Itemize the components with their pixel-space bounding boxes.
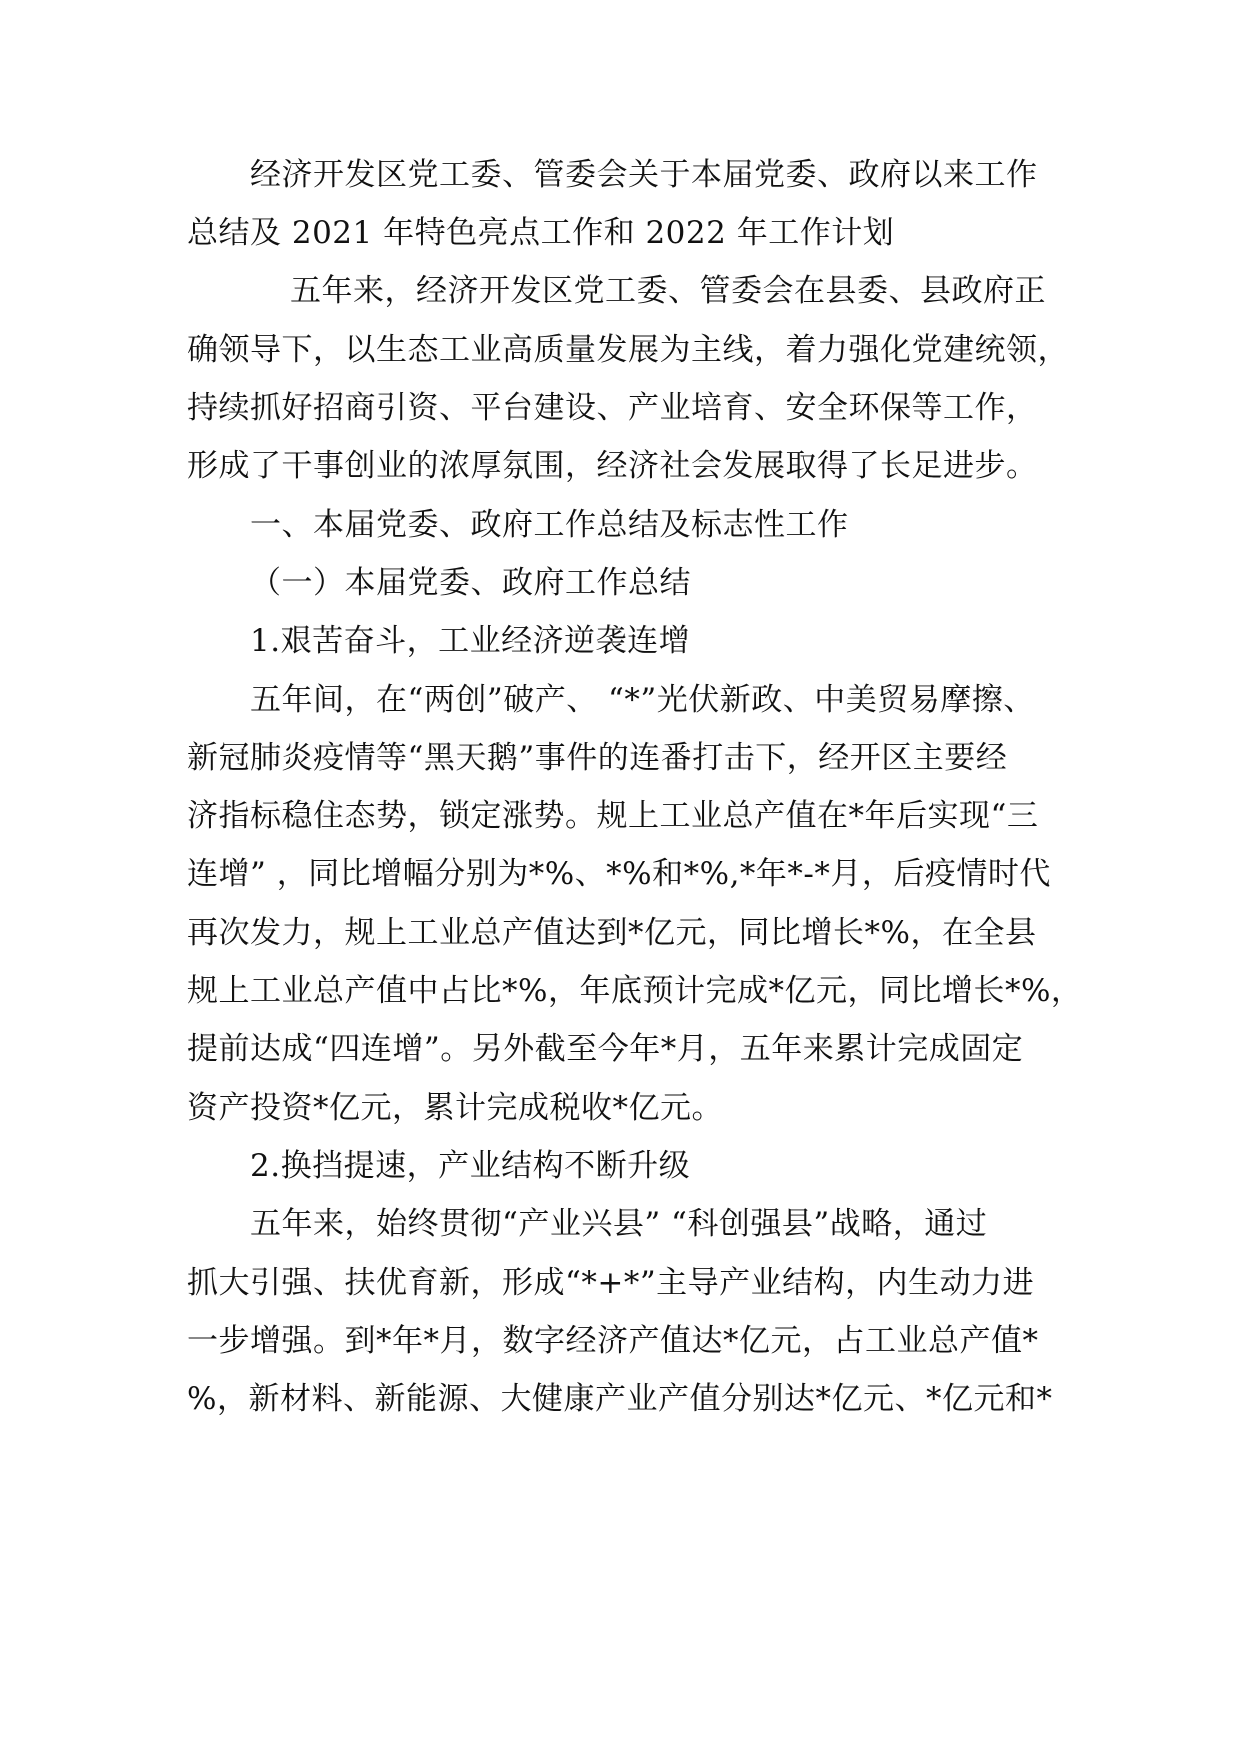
body-line: 连增” ，同比增幅分别为*%、*%和*%,*年*-*月，后疫情时代 xyxy=(187,856,1051,892)
body-line: 再次发力，规上工业总产值达到*亿元，同比增长*%，在全县 xyxy=(187,915,1037,951)
intro-line: 形成了干事创业的浓厚氛围，经济社会发展取得了长足进步。 xyxy=(187,448,1038,484)
body-line: 五年间，在“两创”破产、 “*”光伏新政、中美贸易摩擦、 xyxy=(250,682,1035,718)
document-title-line-2: 总结及 2021 年特色亮点工作和 2022 年工作计划 xyxy=(187,215,895,251)
body-line: 提前达成“四连增”。另外截至今年*月，五年来累计完成固定 xyxy=(187,1031,1024,1067)
intro-line: 确领导下，以生态工业高质量发展为主线，着力强化党建统领， xyxy=(187,332,1069,368)
item-heading: 1.艰苦奋斗，工业经济逆袭连增 xyxy=(250,623,691,659)
body-line: 规上工业总产值中占比*%，年底预计完成*亿元，同比增长*%， xyxy=(187,973,1083,1009)
intro-line: 五年来，经济开发区党工委、管委会在县委、县政府正 xyxy=(290,273,1046,309)
body-line: 济指标稳住态势，锁定涨势。规上工业总产值在*年后实现“三 xyxy=(187,798,1039,834)
body-line: 新冠肺炎疫情等“黑天鹅”事件的连番打击下，经开区主要经 xyxy=(187,740,1008,776)
body-line: %，新材料、新能源、大健康产业产值分别达*亿元、*亿元和* xyxy=(187,1381,1053,1417)
body-line: 抓大引强、扶优育新，形成“*+*”主导产业结构，内生动力进 xyxy=(187,1265,1035,1301)
subsection-heading: （一）本届党委、政府工作总结 xyxy=(250,565,691,601)
document-title-line-1: 经济开发区党工委、管委会关于本届党委、政府以来工作 xyxy=(250,157,1038,193)
body-line: 资产投资*亿元，累计完成税收*亿元。 xyxy=(187,1090,723,1126)
section-heading: 一、本届党委、政府工作总结及标志性工作 xyxy=(250,507,849,543)
body-line: 五年来，始终贯彻“产业兴县” “科创强县”战略，通过 xyxy=(250,1206,988,1242)
body-line: 一步增强。到*年*月，数字经济产值达*亿元，占工业总产值* xyxy=(187,1323,1039,1359)
item-heading: 2.换挡提速，产业结构不断升级 xyxy=(250,1148,691,1184)
intro-line: 持续抓好招商引资、平台建设、产业培育、安全环保等工作， xyxy=(187,390,1038,426)
